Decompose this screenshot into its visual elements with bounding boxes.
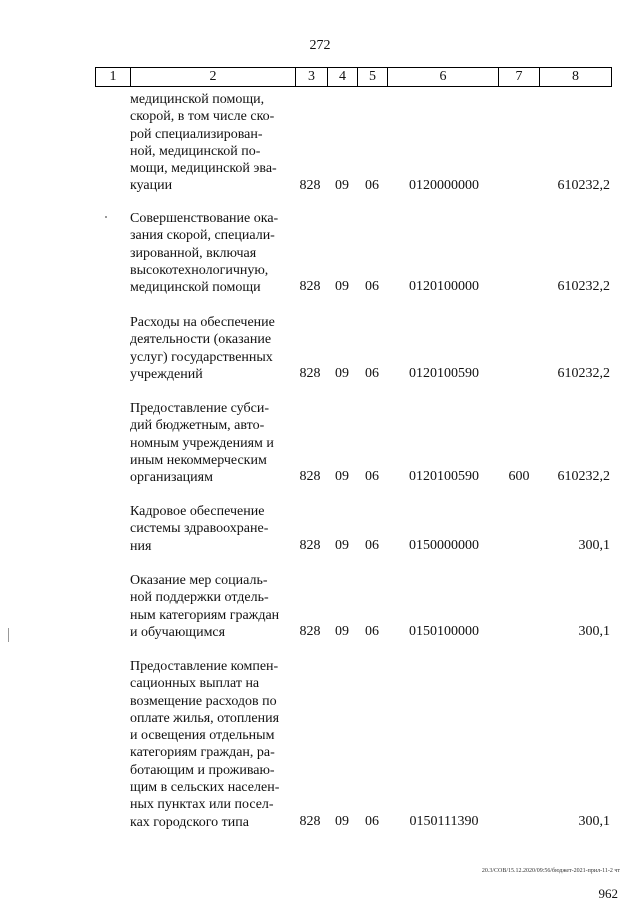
- row-cell-6: 0120100590: [409, 469, 479, 485]
- row-name-line: Предоставление субси-: [130, 401, 269, 416]
- row-cell-5: 06: [365, 469, 379, 485]
- row-name-line: Расходы на обеспечение: [130, 315, 275, 330]
- row-cell-8: 610232,2: [557, 469, 610, 485]
- row-cell-4: 09: [335, 365, 349, 381]
- row-cell-3: 828: [299, 469, 321, 485]
- row-name-line: услуг) государственных: [130, 349, 273, 365]
- row-name-line: Предоставление компен-: [130, 659, 279, 674]
- row-name-line: ной поддержки отдель-: [130, 590, 269, 606]
- header-cell-4: 4: [328, 68, 358, 87]
- row-cell-4: 09: [335, 469, 349, 485]
- row-name-line: ной, медицинской по-: [130, 143, 261, 159]
- row-cell-5: 06: [365, 177, 379, 193]
- header-cell-8: 8: [540, 68, 612, 87]
- row-cell-4: 09: [335, 279, 349, 295]
- row-name: [130, 91, 288, 195]
- row-cell-6: 0120100000: [409, 279, 479, 295]
- row-cell-3: 828: [299, 177, 321, 193]
- scan-speck: [8, 628, 9, 642]
- row-name-line: категориям граждан, ра-: [130, 745, 275, 761]
- row-name-line: скорой, в том числе ско-: [130, 109, 275, 125]
- row-name-line: Совершенствование ока-: [130, 211, 279, 226]
- row-cell-6: 0120100590: [409, 365, 479, 381]
- row-name-line: медицинской помощи: [130, 280, 261, 296]
- row-name-line: системы здравоохране-: [130, 521, 269, 537]
- row-name-line: ния: [130, 538, 152, 554]
- header-cell-3: 3: [296, 68, 328, 87]
- row-cell-5: 06: [365, 623, 379, 639]
- row-name-line: зания скорой, специали-: [130, 228, 275, 244]
- row-cell-6: 0120000000: [409, 177, 479, 193]
- row-cell-6: 0150111390: [409, 813, 479, 829]
- row-cell-3: 828: [299, 813, 321, 829]
- row-name-line: Кадровое обеспечение: [130, 504, 265, 519]
- row-cell-3: 828: [299, 623, 321, 639]
- row-cell-8: 300,1: [578, 813, 610, 829]
- row-cell-8: 300,1: [578, 623, 610, 639]
- row-name-line: возмещение расходов по: [130, 693, 277, 709]
- row-cell-3: 828: [299, 365, 321, 381]
- row-cell-6: 0150100000: [409, 623, 479, 639]
- header-cell-6: 6: [388, 68, 499, 87]
- row-cell-4: 09: [335, 177, 349, 193]
- page-number: 272: [309, 38, 331, 53]
- row-cell-8: 610232,2: [557, 177, 610, 193]
- row-cell-5: 06: [365, 365, 379, 381]
- footer-document-code: 20.3/СОВ/15.12.2020/09:56/бюджет-2021-прил-11-2 чт: [481, 868, 620, 874]
- row-name-line: учреждений: [130, 366, 203, 382]
- row-name-line: ных пунктах или посел-: [130, 797, 274, 813]
- row-cell-6: 0150000000: [409, 537, 479, 553]
- row-name-line: дий бюджетным, авто-: [130, 418, 265, 434]
- row-cell-7: 600: [508, 469, 530, 485]
- table-header: [95, 67, 612, 87]
- header-cell-1: 1: [96, 68, 131, 87]
- row-name-line: зированной, включая: [130, 245, 257, 261]
- row-name-line: номным учреждениям и: [130, 435, 274, 451]
- header-cell-7: 7: [499, 68, 540, 87]
- header-cell-2: 2: [131, 68, 296, 87]
- header-cell-5: 5: [358, 68, 388, 87]
- scan-speck: [105, 216, 107, 218]
- row-name-line: ботающим и проживаю-: [130, 762, 275, 778]
- row-name-line: и освещения отдельным: [130, 728, 275, 744]
- row-name-line: ным категориям граждан: [130, 607, 280, 623]
- row-name-line: и обучающимся: [130, 624, 226, 640]
- row-name-line: Оказание мер социаль-: [130, 573, 268, 588]
- row-name: [130, 314, 288, 383]
- row-name-line: куации: [130, 178, 173, 194]
- row-name-line: щим в сельских населен-: [130, 780, 280, 796]
- row-name: [130, 503, 288, 555]
- row-cell-3: 828: [299, 279, 321, 295]
- row-name-line: иным некоммерческим: [130, 452, 267, 468]
- row-cell-4: 09: [335, 623, 349, 639]
- row-name-line: сационных выплат на: [130, 676, 260, 692]
- row-name-line: рой специализирован-: [130, 126, 263, 142]
- row-name-line: мощи, медицинской эва-: [130, 161, 277, 177]
- row-cell-8: 610232,2: [557, 279, 610, 295]
- row-name-line: организациям: [130, 470, 213, 486]
- footer-page-number: 962: [598, 886, 618, 901]
- row-name-line: деятельности (оказание: [130, 332, 272, 348]
- row-cell-3: 828: [299, 537, 321, 553]
- row-cell-5: 06: [365, 813, 379, 829]
- row-cell-4: 09: [335, 813, 349, 829]
- row-cell-8: 610232,2: [557, 365, 610, 381]
- row-name: [130, 658, 288, 831]
- row-cell-8: 300,1: [578, 537, 610, 553]
- row-name-line: оплате жилья, отопления: [130, 710, 280, 726]
- row-name-line: медицинской помощи,: [130, 92, 265, 107]
- row-cell-5: 06: [365, 279, 379, 295]
- row-name-line: ках городского типа: [130, 814, 249, 830]
- row-name: [130, 572, 288, 641]
- row-cell-5: 06: [365, 537, 379, 553]
- row-name: [130, 400, 288, 486]
- row-name-line: высокотехнологичную,: [130, 262, 269, 278]
- row-name: [130, 210, 288, 296]
- row-cell-4: 09: [335, 537, 349, 553]
